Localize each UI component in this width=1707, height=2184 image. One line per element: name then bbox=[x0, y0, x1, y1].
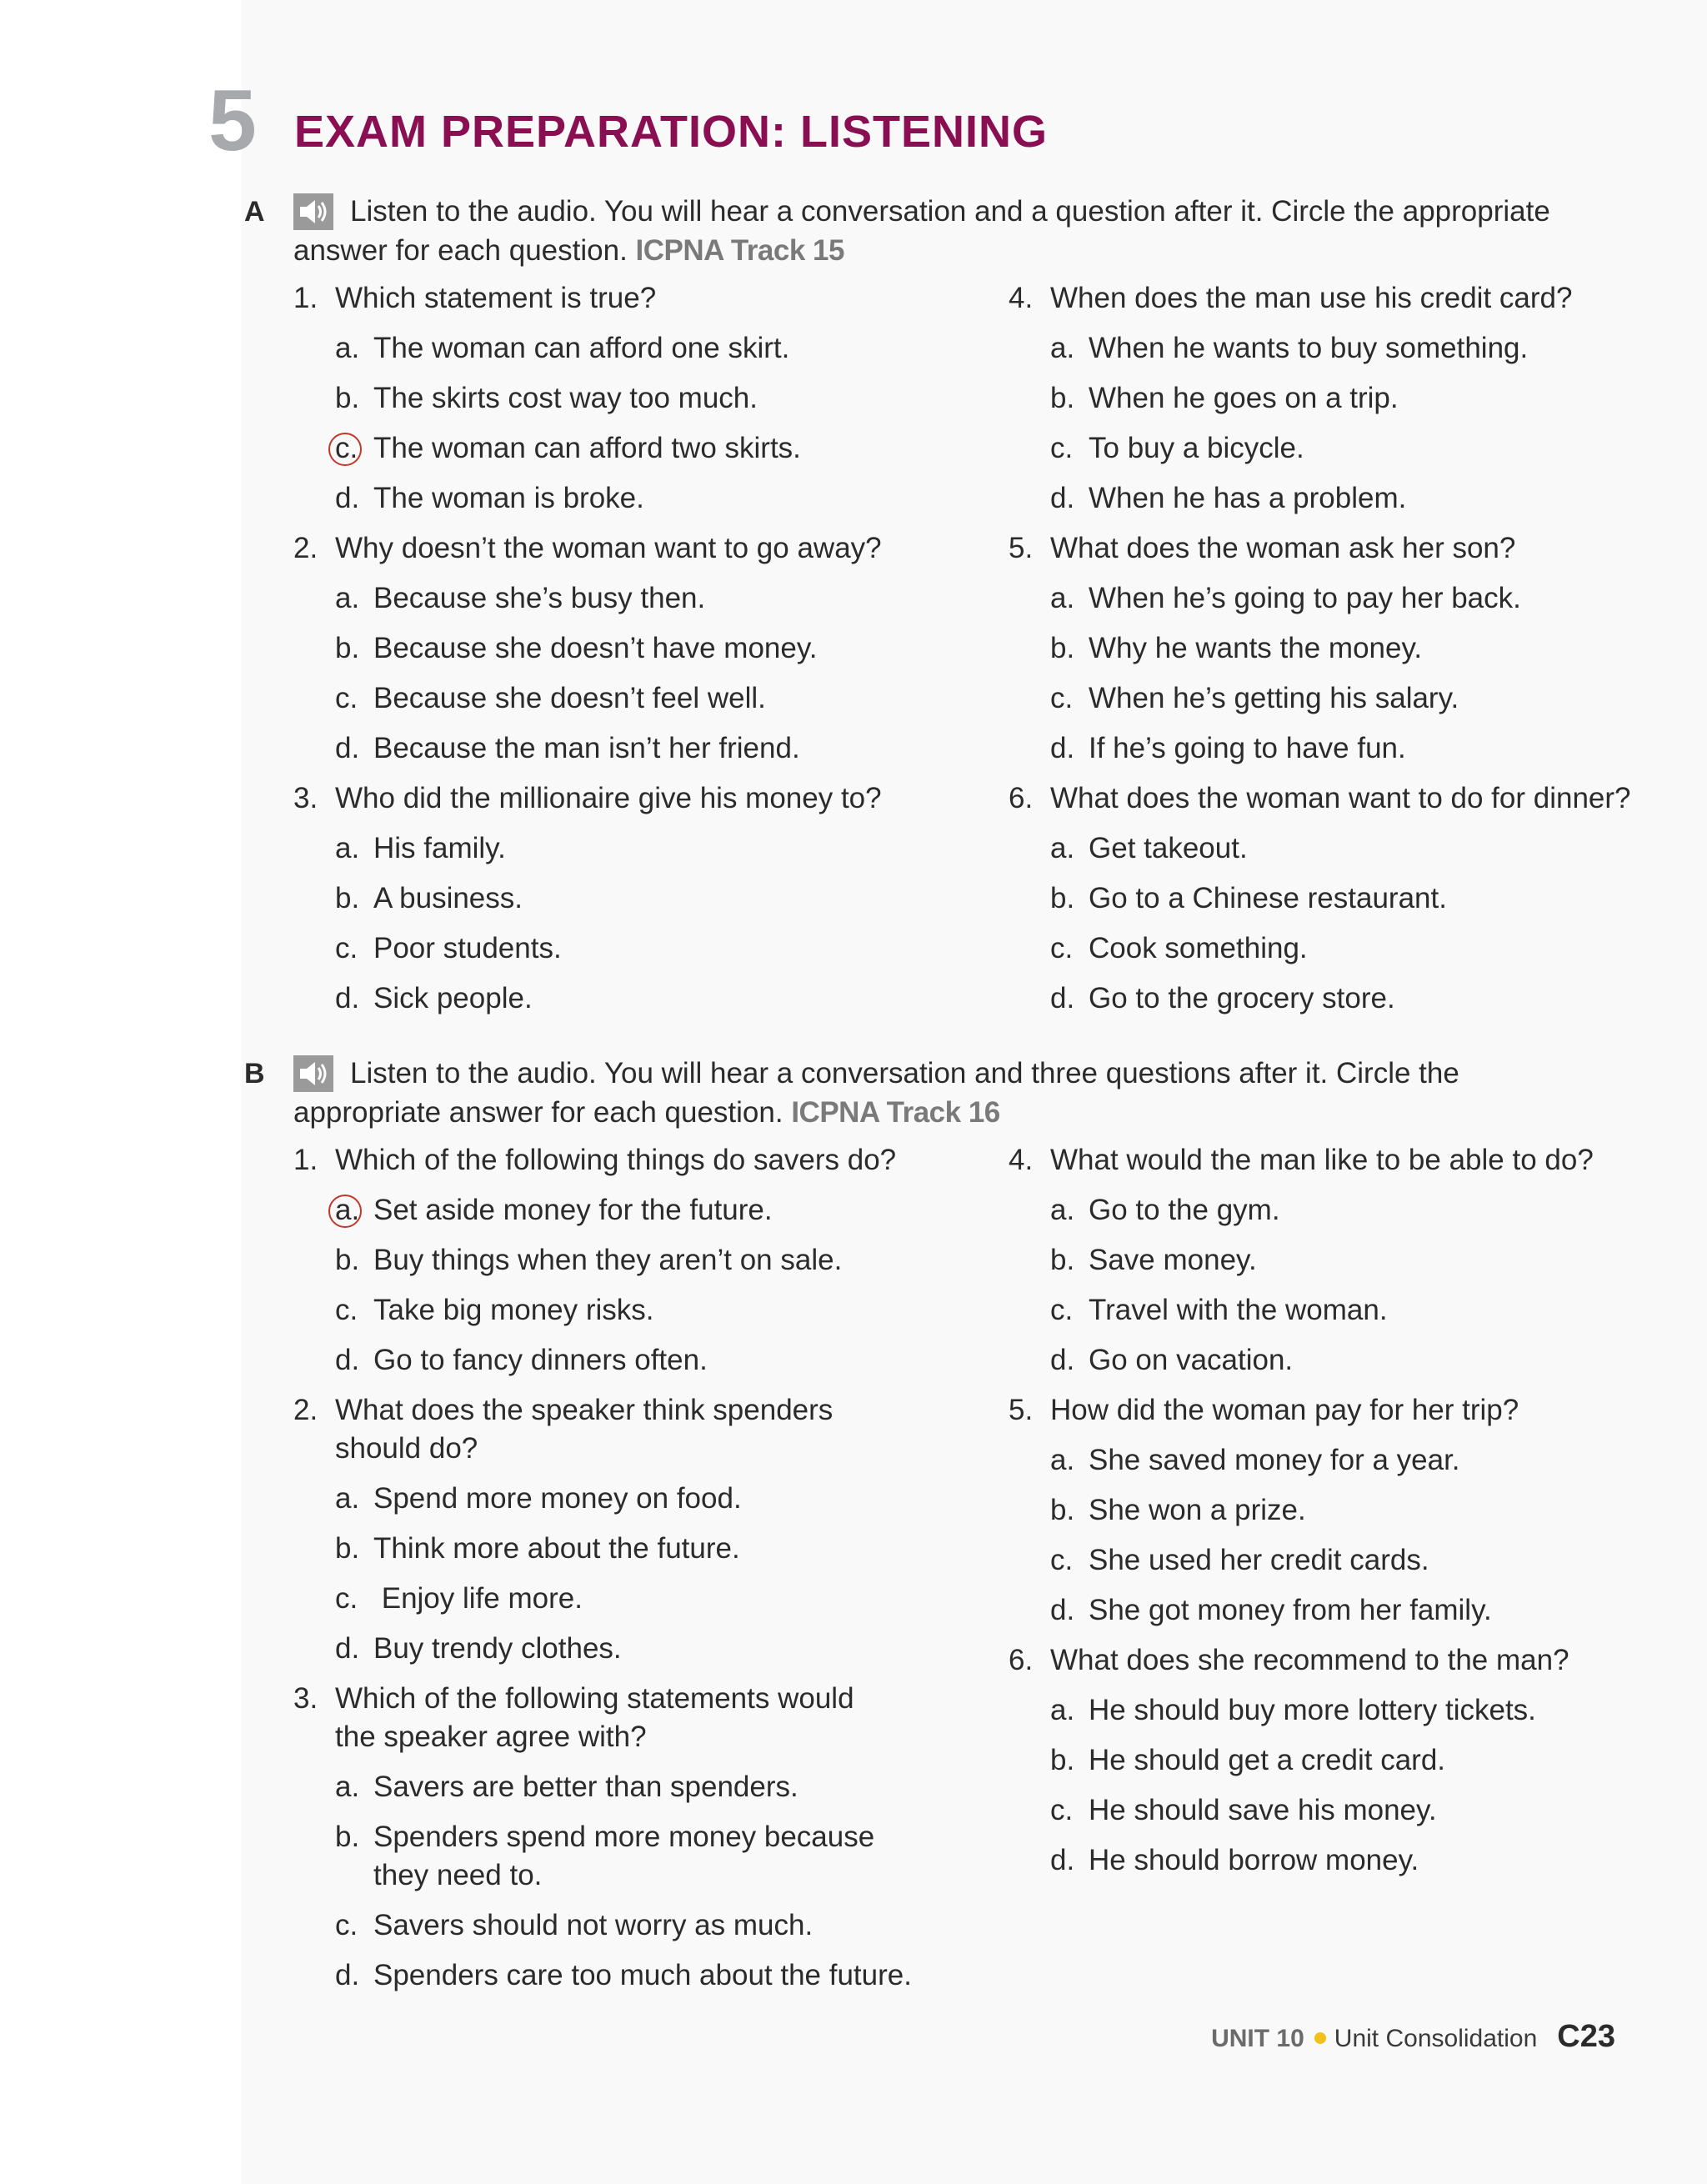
question-text: What does she recommend to the man? bbox=[1050, 1644, 1569, 1676]
footer-subtitle: Unit Consolidation bbox=[1334, 2025, 1538, 2052]
option-text: A business. bbox=[373, 882, 523, 914]
option-text: When he goes on a trip. bbox=[1089, 382, 1399, 414]
option-letter: a. bbox=[1050, 582, 1075, 614]
question-text: What would the man like to be able to do? bbox=[1050, 1144, 1594, 1176]
option-text: When he wants to buy something. bbox=[1089, 332, 1529, 364]
option-letter: b. bbox=[1050, 882, 1075, 914]
option-text: Go on vacation. bbox=[1089, 1344, 1294, 1376]
option-text: Spenders spend more money because they need to. bbox=[373, 1821, 875, 1891]
page-number: C23 bbox=[1557, 2019, 1615, 2054]
question-text: Why doesn’t the woman want to go away? bbox=[335, 532, 882, 564]
option-letter: a. bbox=[335, 1771, 360, 1803]
option-letter: b. bbox=[335, 1532, 360, 1565]
option-text: The woman can afford one skirt. bbox=[373, 332, 790, 364]
option-text: Go to fancy dinners often. bbox=[373, 1344, 708, 1376]
option-letter: d. bbox=[1050, 732, 1075, 764]
option-letter: a. bbox=[1050, 1444, 1075, 1476]
option-text: Set aside money for the future. bbox=[373, 1194, 773, 1226]
question-number: 1. bbox=[293, 1144, 318, 1176]
option-letter: d. bbox=[1050, 1344, 1075, 1376]
option-text: Because she doesn’t have money. bbox=[373, 632, 818, 664]
option-letter: b. bbox=[335, 1244, 360, 1276]
bullet-dot-icon bbox=[1314, 2032, 1326, 2044]
option-letter: c. bbox=[1050, 682, 1074, 714]
option-letter: d. bbox=[335, 982, 360, 1014]
option-text: He should buy more lottery tickets. bbox=[1089, 1694, 1536, 1726]
option-letter: a. bbox=[335, 1194, 360, 1226]
question-number: 3. bbox=[293, 782, 318, 814]
option-letter: c. bbox=[1050, 432, 1074, 464]
part-a-track: ICPNA Track 15 bbox=[635, 234, 844, 267]
option-text: Buy trendy clothes. bbox=[373, 1632, 622, 1665]
option-text: Go to the grocery store. bbox=[1089, 982, 1395, 1014]
option-letter: a. bbox=[335, 1482, 360, 1515]
part-b-instruction-line2: appropriate answer for each question. bbox=[293, 1096, 783, 1129]
option-letter: d. bbox=[335, 482, 360, 514]
option-letter: a. bbox=[1050, 832, 1075, 864]
option-text: Spenders care too much about the future. bbox=[373, 1959, 912, 1991]
question-text: Which of the following things do savers do? bbox=[335, 1144, 897, 1176]
option-text: He should save his money. bbox=[1089, 1794, 1437, 1826]
option-letter: a. bbox=[1050, 1694, 1075, 1726]
option-letter: d. bbox=[1050, 982, 1075, 1014]
question-number: 4. bbox=[1009, 282, 1034, 314]
question-text: When does the man use his credit card? bbox=[1050, 282, 1573, 314]
option-text: His family. bbox=[373, 832, 506, 864]
option-text: She saved money for a year. bbox=[1089, 1444, 1460, 1476]
question-number: 1. bbox=[293, 282, 318, 314]
part-b-letter: B bbox=[244, 1058, 265, 1089]
section-title: EXAM PREPARATION: LISTENING bbox=[294, 107, 1049, 157]
question-text: What does the woman want to do for dinner? bbox=[1050, 782, 1631, 814]
option-letter: a. bbox=[335, 582, 360, 614]
option-text: Savers should not worry as much. bbox=[373, 1909, 813, 1941]
question-number: 2. bbox=[293, 532, 318, 564]
option-text: He should borrow money. bbox=[1089, 1844, 1419, 1876]
option-letter: b. bbox=[1050, 382, 1075, 414]
option-text: She won a prize. bbox=[1089, 1494, 1306, 1526]
option-letter: b. bbox=[1050, 632, 1075, 664]
option-letter: c. bbox=[335, 932, 358, 964]
option-letter: a. bbox=[335, 832, 360, 864]
part-b-instruction-line1: Listen to the audio. You will hear a conversation and three questions after it. Circle the bbox=[350, 1057, 1459, 1089]
option-letter: c. bbox=[335, 432, 358, 464]
question-number: 3. bbox=[293, 1682, 318, 1715]
option-text: She got money from her family. bbox=[1089, 1594, 1492, 1626]
option-text: If he’s going to have fun. bbox=[1089, 732, 1406, 764]
option-text: Why he wants the money. bbox=[1089, 632, 1423, 664]
option-letter: b. bbox=[335, 882, 360, 914]
option-letter: c. bbox=[335, 682, 358, 714]
option-text: Buy things when they aren’t on sale. bbox=[373, 1244, 843, 1276]
option-letter: b. bbox=[1050, 1494, 1075, 1526]
option-letter: d. bbox=[1050, 1594, 1075, 1626]
option-letter: c. bbox=[1050, 1294, 1074, 1326]
option-text: The woman is broke. bbox=[373, 482, 644, 514]
option-text: He should get a credit card. bbox=[1089, 1744, 1446, 1776]
option-text: Cook something. bbox=[1089, 932, 1308, 964]
option-letter: c. bbox=[335, 1582, 358, 1615]
option-text: Poor students. bbox=[373, 932, 562, 964]
option-text: Go to the gym. bbox=[1089, 1194, 1280, 1226]
option-letter: b. bbox=[335, 632, 360, 664]
option-text: Savers are better than spenders. bbox=[373, 1771, 798, 1803]
part-b-instruction bbox=[293, 1054, 1627, 1132]
option-letter: b. bbox=[335, 1821, 360, 1853]
option-text: Go to a Chinese restaurant. bbox=[1089, 882, 1447, 914]
question-text: What does the woman ask her son? bbox=[1050, 532, 1516, 564]
option-letter: a. bbox=[1050, 332, 1075, 364]
option-text: Enjoy life more. bbox=[373, 1582, 583, 1615]
option-letter: c. bbox=[1050, 932, 1074, 964]
option-letter: d. bbox=[1050, 482, 1075, 514]
option-letter: a. bbox=[335, 332, 360, 364]
question-text: Which statement is true? bbox=[335, 282, 657, 314]
option-text: Spend more money on food. bbox=[373, 1482, 742, 1515]
option-letter: d. bbox=[1050, 1844, 1075, 1876]
question-number: 6. bbox=[1009, 1644, 1034, 1676]
option-text: When he has a problem. bbox=[1089, 482, 1407, 514]
option-letter: d. bbox=[335, 1344, 360, 1376]
option-text: To buy a bicycle. bbox=[1089, 432, 1304, 464]
option-text: Think more about the future. bbox=[373, 1532, 740, 1565]
question-text: How did the woman pay for her trip? bbox=[1050, 1394, 1519, 1426]
section-number: 5 bbox=[208, 73, 257, 169]
option-letter: c. bbox=[1050, 1794, 1074, 1826]
part-a-instruction-line2: answer for each question. bbox=[293, 234, 628, 267]
option-text: Because the man isn’t her friend. bbox=[373, 732, 800, 764]
option-text: She used her credit cards. bbox=[1089, 1544, 1429, 1576]
question-text: Which of the following statements would the speaker agree with? bbox=[335, 1682, 854, 1753]
option-text: Because she’s busy then. bbox=[373, 582, 706, 614]
part-a-instruction bbox=[293, 192, 1627, 270]
option-text: When he’s going to pay her back. bbox=[1089, 582, 1521, 614]
part-a-letter: A bbox=[244, 196, 265, 228]
option-letter: a. bbox=[1050, 1194, 1075, 1226]
question-number: 4. bbox=[1009, 1144, 1034, 1176]
option-text: Take big money risks. bbox=[373, 1294, 654, 1326]
part-b-track: ICPNA Track 16 bbox=[791, 1096, 1000, 1129]
option-letter: d. bbox=[335, 1959, 360, 1991]
option-letter: c. bbox=[1050, 1544, 1074, 1576]
option-text: The woman can afford two skirts. bbox=[373, 432, 801, 464]
option-text: When he’s getting his salary. bbox=[1089, 682, 1459, 714]
option-letter: b. bbox=[1050, 1244, 1075, 1276]
question-number: 2. bbox=[293, 1394, 318, 1426]
option-letter: b. bbox=[335, 382, 360, 414]
question-text: What does the speaker think spenders should do? bbox=[335, 1394, 833, 1465]
option-letter: d. bbox=[335, 732, 360, 764]
question-number: 5. bbox=[1009, 1394, 1034, 1426]
option-letter: d. bbox=[335, 1632, 360, 1665]
footer-unit: UNIT 10 bbox=[1211, 2025, 1304, 2052]
option-text: Sick people. bbox=[373, 982, 533, 1014]
option-letter: b. bbox=[1050, 1744, 1075, 1776]
question-number: 5. bbox=[1009, 532, 1034, 564]
option-letter: c. bbox=[335, 1909, 358, 1941]
part-a-instruction-line1: Listen to the audio. You will hear a conversation and a question after it. Circle the appropriate bbox=[350, 195, 1550, 228]
option-text: Save money. bbox=[1089, 1244, 1257, 1276]
question-text: Who did the millionaire give his money to? bbox=[335, 782, 882, 814]
option-text: Get takeout. bbox=[1089, 832, 1248, 864]
option-letter: c. bbox=[335, 1294, 358, 1326]
option-text: The skirts cost way too much. bbox=[373, 382, 758, 414]
option-text: Travel with the woman. bbox=[1089, 1294, 1388, 1326]
page-footer bbox=[1211, 2016, 1615, 2060]
option-text: Because she doesn’t feel well. bbox=[373, 682, 766, 714]
question-number: 6. bbox=[1009, 782, 1034, 814]
